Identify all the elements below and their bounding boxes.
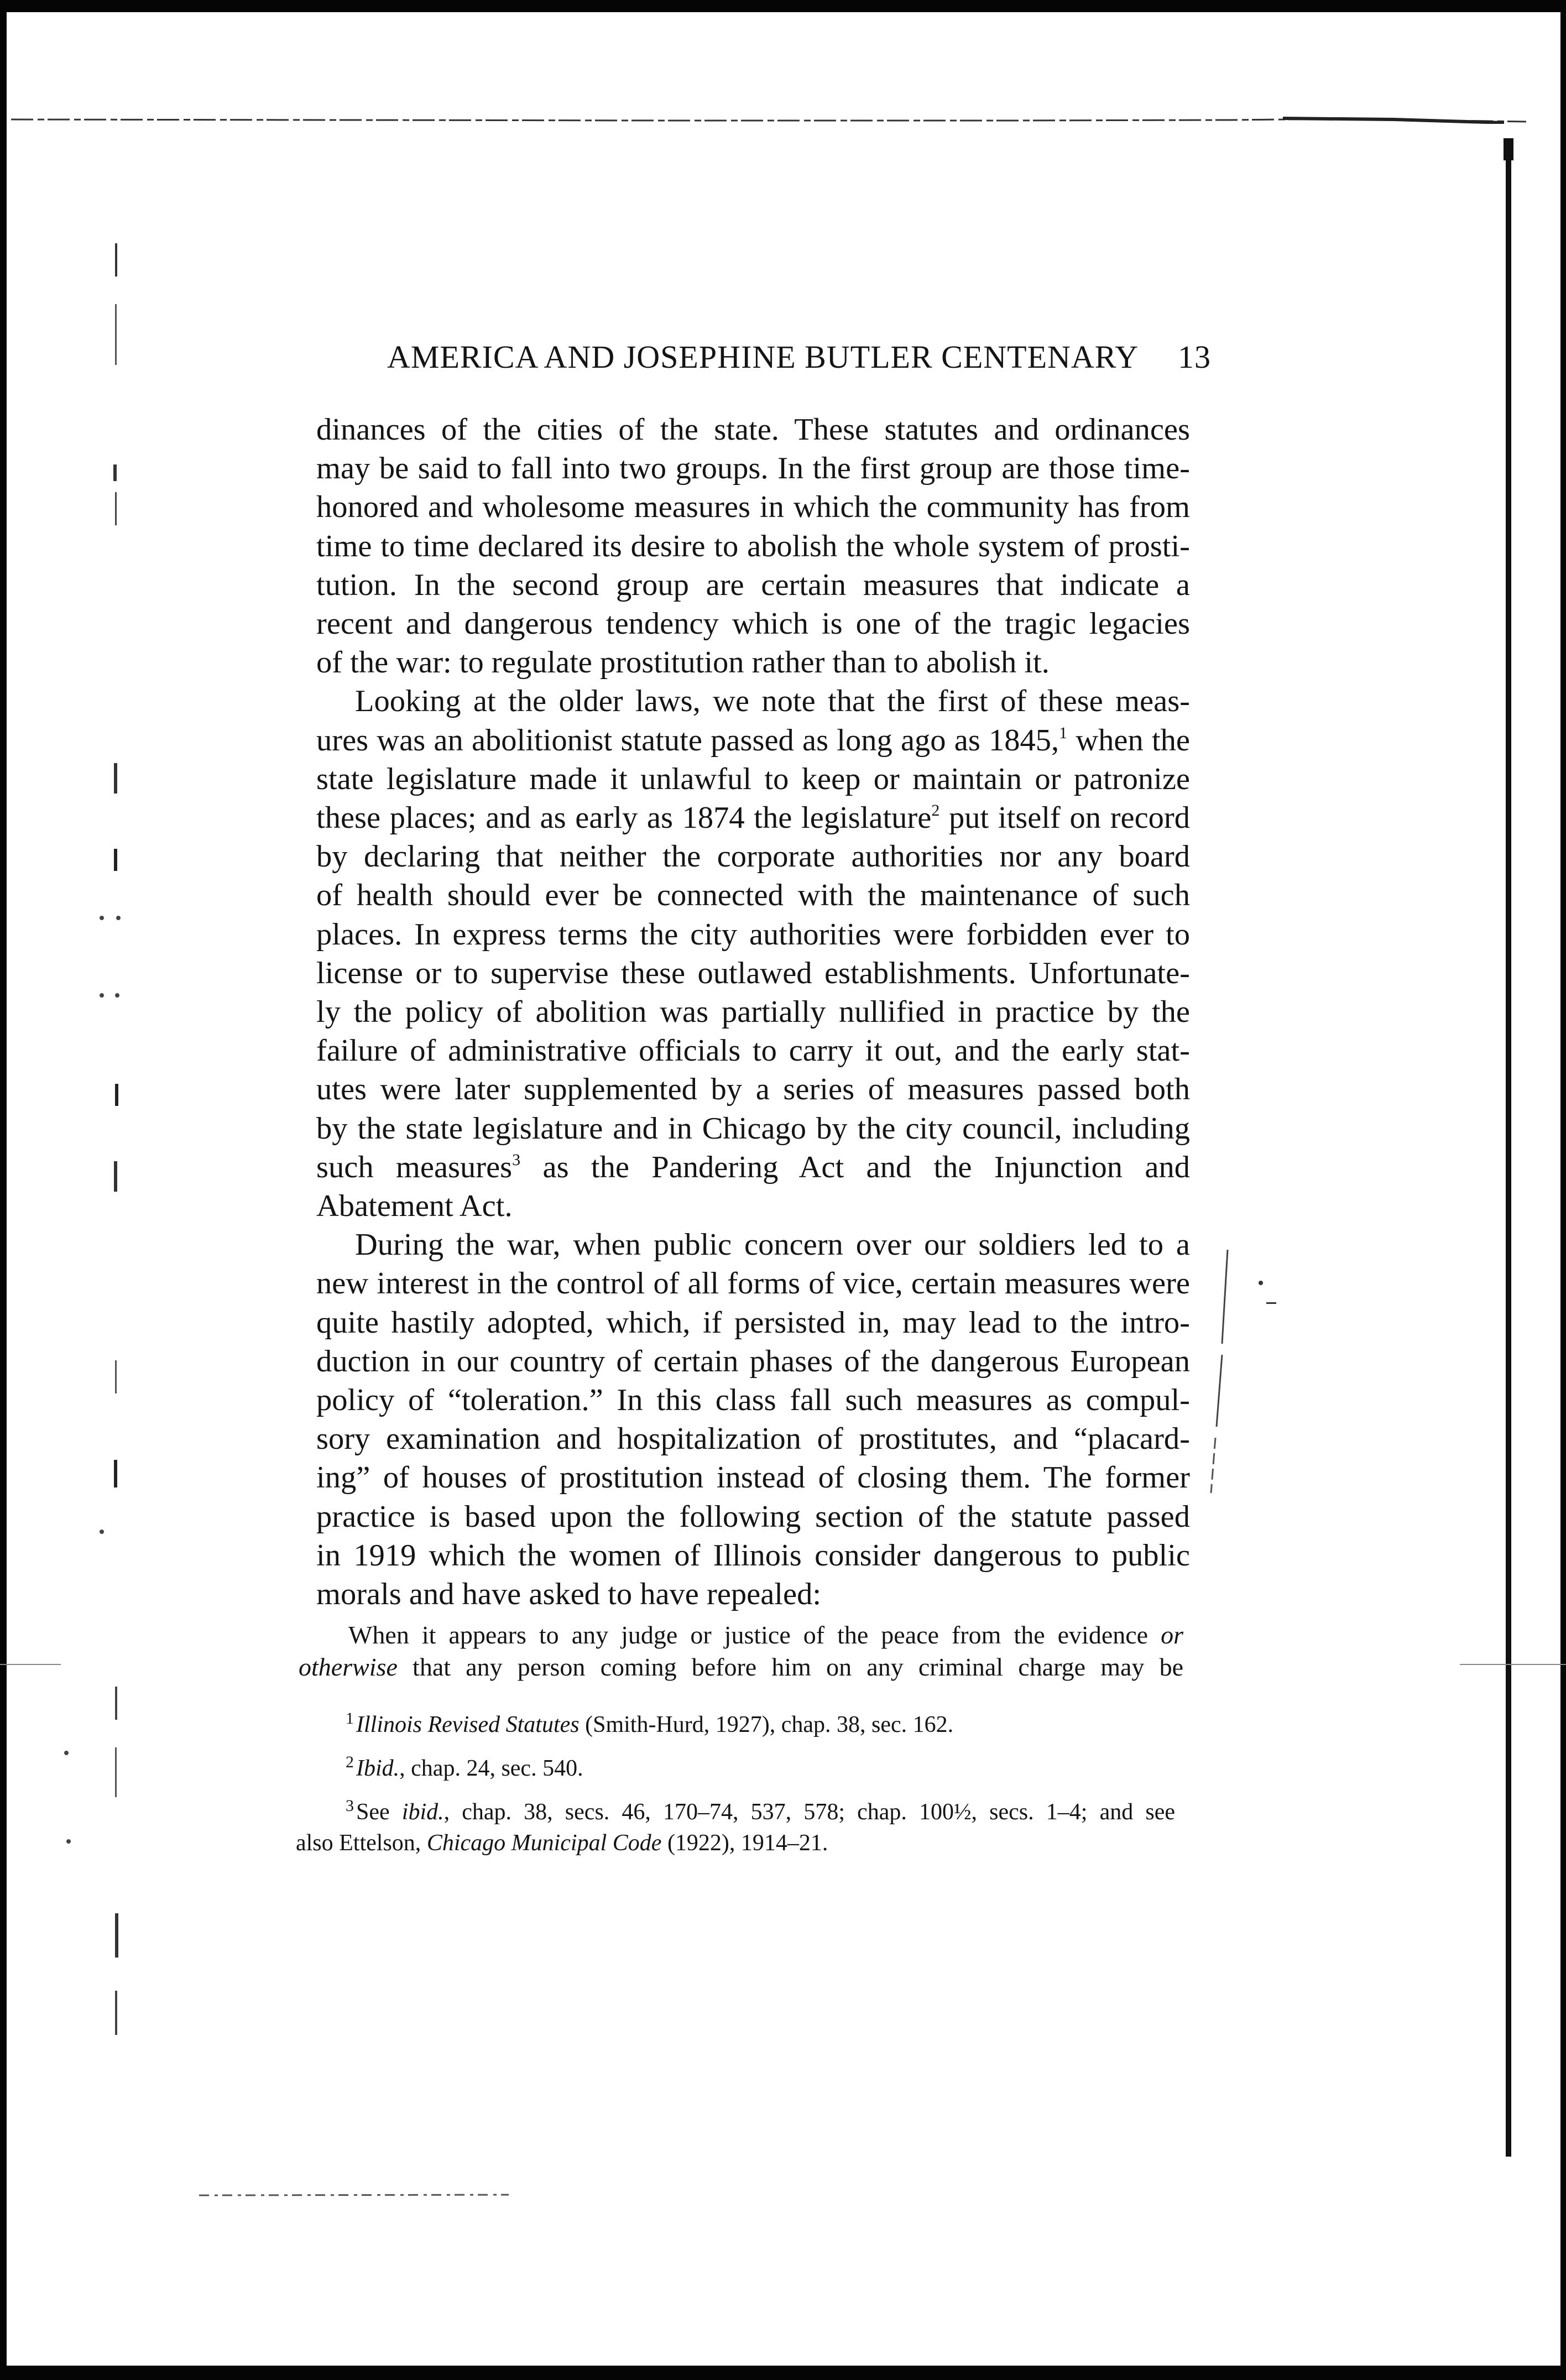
text-segment: See <box>356 1799 402 1825</box>
italic-segment: otherwise <box>299 1653 398 1681</box>
footnotes <box>296 1703 1175 1865</box>
text-line: may be said to fall into two groups. In the first group are those time- <box>316 451 1190 486</box>
footnote-1 <box>296 1703 1175 1740</box>
text-line: duction in our country of certain phases of the dangerous European <box>316 1344 1190 1379</box>
text-segment: , chap. 38, secs. 46, 170–74, 537, 578; chap. 100½, secs. 1–4; and see <box>443 1799 1175 1825</box>
footnote-ref-2: 2 <box>931 801 940 820</box>
page-number: 13 <box>1178 339 1211 375</box>
text-line: places. In express terms the city authorities were forbidden ever to <box>316 917 1190 952</box>
text-segment: these places; and as early as 1874 the legislature <box>316 801 932 836</box>
text-line: Looking at the older laws, we note that the first of these meas- <box>355 684 1190 719</box>
text-line: of the war: to regulate prostitution rather than to abolish it. <box>316 645 1050 680</box>
text-line: state legislature made it unlawful to keep or maintain or patronize <box>316 761 1190 796</box>
paragraph-2 <box>316 682 1190 1225</box>
scan-border-right <box>1560 0 1566 2380</box>
text-segment: ures was an abolitionist statute passed as long ago as 1845, <box>316 723 1059 758</box>
text-line <box>316 1148 1190 1187</box>
scan-border-bottom <box>0 2366 1566 2380</box>
scan-border-top <box>0 0 1566 12</box>
text-line: by declaring that neither the corporate authorities nor any board <box>316 839 1190 874</box>
text-segment: such measures <box>316 1150 513 1184</box>
footnote-title: Ibid. <box>356 1756 400 1781</box>
scan-left-margin-marks <box>55 221 127 2101</box>
footnote-line <box>296 1703 1175 1740</box>
text-line: in 1919 which the women of Illinois consider dangerous to public <box>316 1538 1190 1573</box>
text-line: time to time declared its desire to abolish the whole system of prosti- <box>316 529 1190 563</box>
text-line: tution. In the second group are certain measures that indicate a <box>316 567 1190 602</box>
text-line: Abatement Act. <box>316 1189 513 1224</box>
scan-bottom-rule <box>199 2187 509 2204</box>
text-line: dinances of the cities of the state. These statutes and ordinances <box>316 413 1190 447</box>
text-line: quite hastily adopted, which, if persisted in, may lead to the intro- <box>316 1305 1190 1340</box>
text-line: sory examination and hospitalization of prostitutes, and “placard- <box>316 1422 1190 1457</box>
text-segment: (Smith-Hurd, 1927), chap. 38, sec. 162. <box>579 1712 954 1737</box>
quote-line <box>299 1651 1183 1683</box>
footnote-title: ibid. <box>401 1799 444 1825</box>
footnote-title: Illinois Revised Statutes <box>356 1712 580 1737</box>
text-line: ing” of houses of prostitution instead of closing them. The former <box>316 1460 1190 1495</box>
text-segment: put itself on record <box>939 801 1190 836</box>
text-line <box>316 721 1190 760</box>
text-line: utes were later supplemented by a series of measures passed both <box>316 1072 1190 1107</box>
text-line: failure of administrative officials to carry it out, and the early stat- <box>316 1034 1190 1068</box>
body-text <box>316 410 1190 1614</box>
text-line: by the state legislature and in Chicago by the city council, including <box>316 1111 1190 1146</box>
text-line: practice is based upon the following section of the statute passed <box>316 1499 1190 1534</box>
statute-quote <box>299 1619 1183 1683</box>
scan-border-left <box>0 0 7 2380</box>
footnote-title: Chicago Municipal Code <box>426 1830 662 1856</box>
text-line: recent and dangerous tendency which is one of the tragic legacies <box>316 607 1190 641</box>
text-segment: that any person coming before him on any criminal charge may be <box>397 1653 1183 1681</box>
footnote-mark: 1 <box>346 1709 354 1727</box>
text-segment: also Ettelson, <box>296 1830 427 1856</box>
text-line: During the war, when public concern over our soldiers led to a <box>355 1228 1190 1262</box>
running-head <box>387 338 1211 375</box>
text-line: policy of “toleration.” In this class fall such measures as compul- <box>316 1383 1190 1418</box>
text-segment: (1922), 1914–21. <box>661 1830 828 1856</box>
scan-top-rule <box>11 116 1526 124</box>
paragraph-1 <box>316 410 1190 682</box>
text-line: ly the policy of abolition was partially nullified in practice by the <box>316 995 1190 1030</box>
scan-right-rule <box>1501 138 1516 2157</box>
footnote-ref-1: 1 <box>1059 723 1068 742</box>
text-line: honored and wholesome measures in which the community has from <box>316 490 1190 525</box>
footnote-line <box>296 1828 1175 1859</box>
footnote-2 <box>296 1747 1175 1784</box>
text-segment: , chap. 24, sec. 540. <box>399 1756 583 1781</box>
footnote-3 <box>296 1791 1175 1859</box>
text-segment: When it appears to any judge or justice of the peace from the evidence <box>348 1621 1161 1649</box>
footnote-mark: 2 <box>346 1753 354 1771</box>
footnote-ref-3: 3 <box>512 1150 521 1169</box>
text-line: of health should ever be connected with the maintenance of such <box>316 878 1190 913</box>
text-segment: as the Pandering Act and the Injunction and <box>520 1150 1190 1184</box>
footnote-line <box>296 1791 1175 1828</box>
text-line: new interest in the control of all forms of vice, certain measures were <box>316 1266 1190 1301</box>
text-line: license or to supervise these outlawed establishments. Unfortunate- <box>316 956 1190 990</box>
text-segment: when the <box>1067 723 1190 758</box>
text-line: morals and have asked to have repealed: <box>316 1577 822 1612</box>
running-title: AMERICA AND JOSEPHINE BUTLER CENTENARY <box>387 339 1139 375</box>
paragraph-3 <box>316 1225 1190 1614</box>
italic-segment: or <box>1161 1621 1183 1649</box>
footnote-line <box>296 1747 1175 1784</box>
text-line <box>316 798 1190 837</box>
scan-right-margin-marks <box>1189 1244 1277 1521</box>
quote-line <box>299 1619 1183 1651</box>
footnote-mark: 3 <box>346 1797 354 1815</box>
